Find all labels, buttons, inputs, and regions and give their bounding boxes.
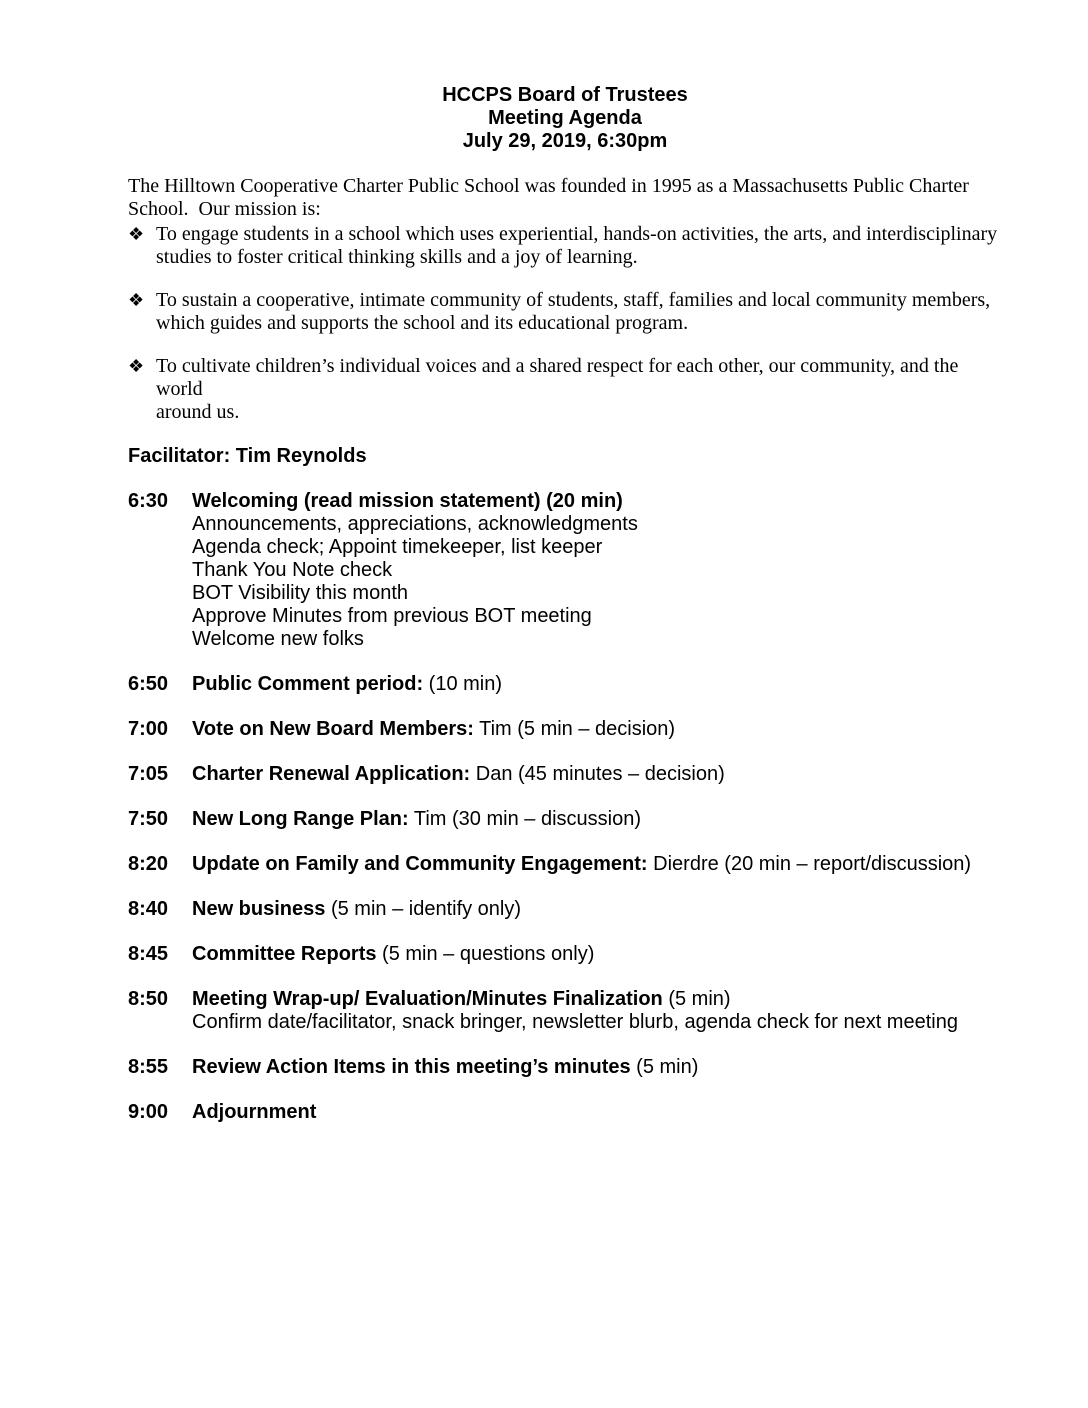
agenda-title-line <box>192 943 1002 966</box>
agenda-time: 9:00 <box>128 1101 169 1123</box>
agenda-content <box>192 673 1002 696</box>
agenda-title: Committee Reports <box>192 943 377 965</box>
intro-paragraph <box>128 175 1002 221</box>
agenda-time: 8:20 <box>128 853 169 875</box>
agenda-content <box>192 763 1002 786</box>
mission-bullet-line: around us. <box>156 401 240 423</box>
agenda-title-line <box>192 718 1002 741</box>
intro-line: School. Our mission is: <box>128 198 321 220</box>
agenda-sub-line: Welcome new folks <box>192 628 364 650</box>
agenda-content <box>192 988 1002 1034</box>
agenda-item-review-action-items <box>128 1056 1002 1079</box>
agenda-time: 6:50 <box>128 673 169 695</box>
agenda-sub-line: Agenda check; Appoint timekeeper, list keeper <box>192 536 603 558</box>
agenda-item-adjournment <box>128 1101 1002 1124</box>
agenda-title: Meeting Wrap-up/ Evaluation/Minutes Finalization <box>192 988 663 1010</box>
agenda-title-line <box>192 490 1002 513</box>
agenda-time: 8:45 <box>128 943 169 965</box>
mission-bullet <box>128 223 1002 269</box>
mission-bullet-text <box>156 289 1002 335</box>
agenda-detail: (5 min – identify only) <box>325 898 522 920</box>
agenda-time: 7:00 <box>128 718 169 740</box>
mission-bullet-text <box>156 223 1002 269</box>
agenda-content <box>192 898 1002 921</box>
agenda-sub-line: Approve Minutes from previous BOT meeting <box>192 605 592 627</box>
agenda-title: Review Action Items in this meeting’s minutes <box>192 1056 631 1078</box>
agenda-item-family-community-engagement <box>128 853 1002 876</box>
agenda-content <box>192 808 1002 831</box>
mission-bullet-line: To engage students in a school which uses experiential, hands-on activities, the arts, and interdisciplinary <box>156 223 998 245</box>
document-title-block <box>128 84 1002 153</box>
agenda-content <box>192 718 1002 741</box>
agenda-content <box>192 943 1002 966</box>
agenda-title: Adjournment <box>192 1101 317 1123</box>
mission-bullet-list <box>128 223 1002 424</box>
agenda-item-wrap-up <box>128 988 1002 1034</box>
intro-line: The Hilltown Cooperative Charter Public School was founded in 1995 as a Massachusetts Public Charter <box>128 175 969 197</box>
mission-bullet-line: To sustain a cooperative, intimate community of students, staff, families and local community members, <box>156 289 991 311</box>
facilitator-line: Facilitator: Tim Reynolds <box>128 445 367 467</box>
agenda-detail: Tim (30 min – discussion) <box>408 808 641 830</box>
agenda-item-welcoming <box>128 490 1002 651</box>
agenda-sub-line: Thank You Note check <box>192 559 393 581</box>
agenda-detail: (10 min) <box>423 673 503 695</box>
agenda-title-line <box>192 673 1002 696</box>
agenda-title: Public Comment period: <box>192 673 424 695</box>
agenda-item-committee-reports <box>128 943 1002 966</box>
document-title: HCCPS Board of Trustees <box>442 84 688 106</box>
agenda-title: New business <box>192 898 326 920</box>
agenda-item-charter-renewal <box>128 763 1002 786</box>
agenda-title-line <box>192 1056 1002 1079</box>
mission-bullet-line: which guides and supports the school and its educational program. <box>156 312 689 334</box>
agenda-detail: Dierdre (20 min – report/discussion) <box>647 853 972 875</box>
mission-bullet-text <box>156 355 1002 424</box>
agenda-detail: Tim (5 min – decision) <box>473 718 676 740</box>
diamond-bullet-icon: ❖ <box>128 290 145 310</box>
agenda-content <box>192 1101 1002 1124</box>
agenda-item-public-comment <box>128 673 1002 696</box>
agenda-title-line <box>192 1101 1002 1124</box>
agenda-title-line <box>192 853 1002 876</box>
agenda-title: Update on Family and Community Engagement: <box>192 853 648 875</box>
agenda-sub-line: Confirm date/facilitator, snack bringer, newsletter blurb, agenda check for next meeting <box>192 1011 958 1033</box>
agenda-item-new-business <box>128 898 1002 921</box>
agenda-time: 8:55 <box>128 1056 169 1078</box>
agenda-item-vote-new-board-members <box>128 718 1002 741</box>
agenda-title-line <box>192 898 1002 921</box>
mission-bullet <box>128 355 1002 424</box>
agenda-title-line <box>192 988 1002 1011</box>
agenda-detail: (5 min) <box>662 988 731 1010</box>
document-subtitle: Meeting Agenda <box>488 107 642 129</box>
agenda-sub-line: Announcements, appreciations, acknowledgments <box>192 513 638 535</box>
agenda-sub-line: BOT Visibility this month <box>192 582 409 604</box>
agenda-time: 8:50 <box>128 988 169 1010</box>
agenda-list <box>128 490 1002 1124</box>
agenda-detail: (5 min – questions only) <box>376 943 595 965</box>
agenda-title: Welcoming (read mission statement) (20 min) <box>192 490 623 512</box>
mission-bullet-line: To cultivate children’s individual voices and a shared respect for each other, our community, and the world <box>156 355 964 400</box>
agenda-title-line <box>192 763 1002 786</box>
agenda-detail: (5 min) <box>630 1056 699 1078</box>
agenda-title: Charter Renewal Application: <box>192 763 471 785</box>
agenda-item-long-range-plan <box>128 808 1002 831</box>
agenda-time: 8:40 <box>128 898 169 920</box>
agenda-content <box>192 1056 1002 1079</box>
agenda-content <box>192 853 1002 876</box>
agenda-time: 6:30 <box>128 490 169 512</box>
agenda-content <box>192 490 1002 651</box>
agenda-detail: Dan (45 minutes – decision) <box>470 763 725 785</box>
document-date: July 29, 2019, 6:30pm <box>462 130 668 152</box>
agenda-title: New Long Range Plan: <box>192 808 409 830</box>
agenda-time: 7:50 <box>128 808 169 830</box>
mission-bullet-line: studies to foster critical thinking skills and a joy of learning. <box>156 246 638 268</box>
agenda-time: 7:05 <box>128 763 169 785</box>
diamond-bullet-icon: ❖ <box>128 356 145 376</box>
agenda-title-line <box>192 808 1002 831</box>
agenda-title: Vote on New Board Members: <box>192 718 474 740</box>
diamond-bullet-icon: ❖ <box>128 224 145 244</box>
mission-bullet <box>128 289 1002 335</box>
